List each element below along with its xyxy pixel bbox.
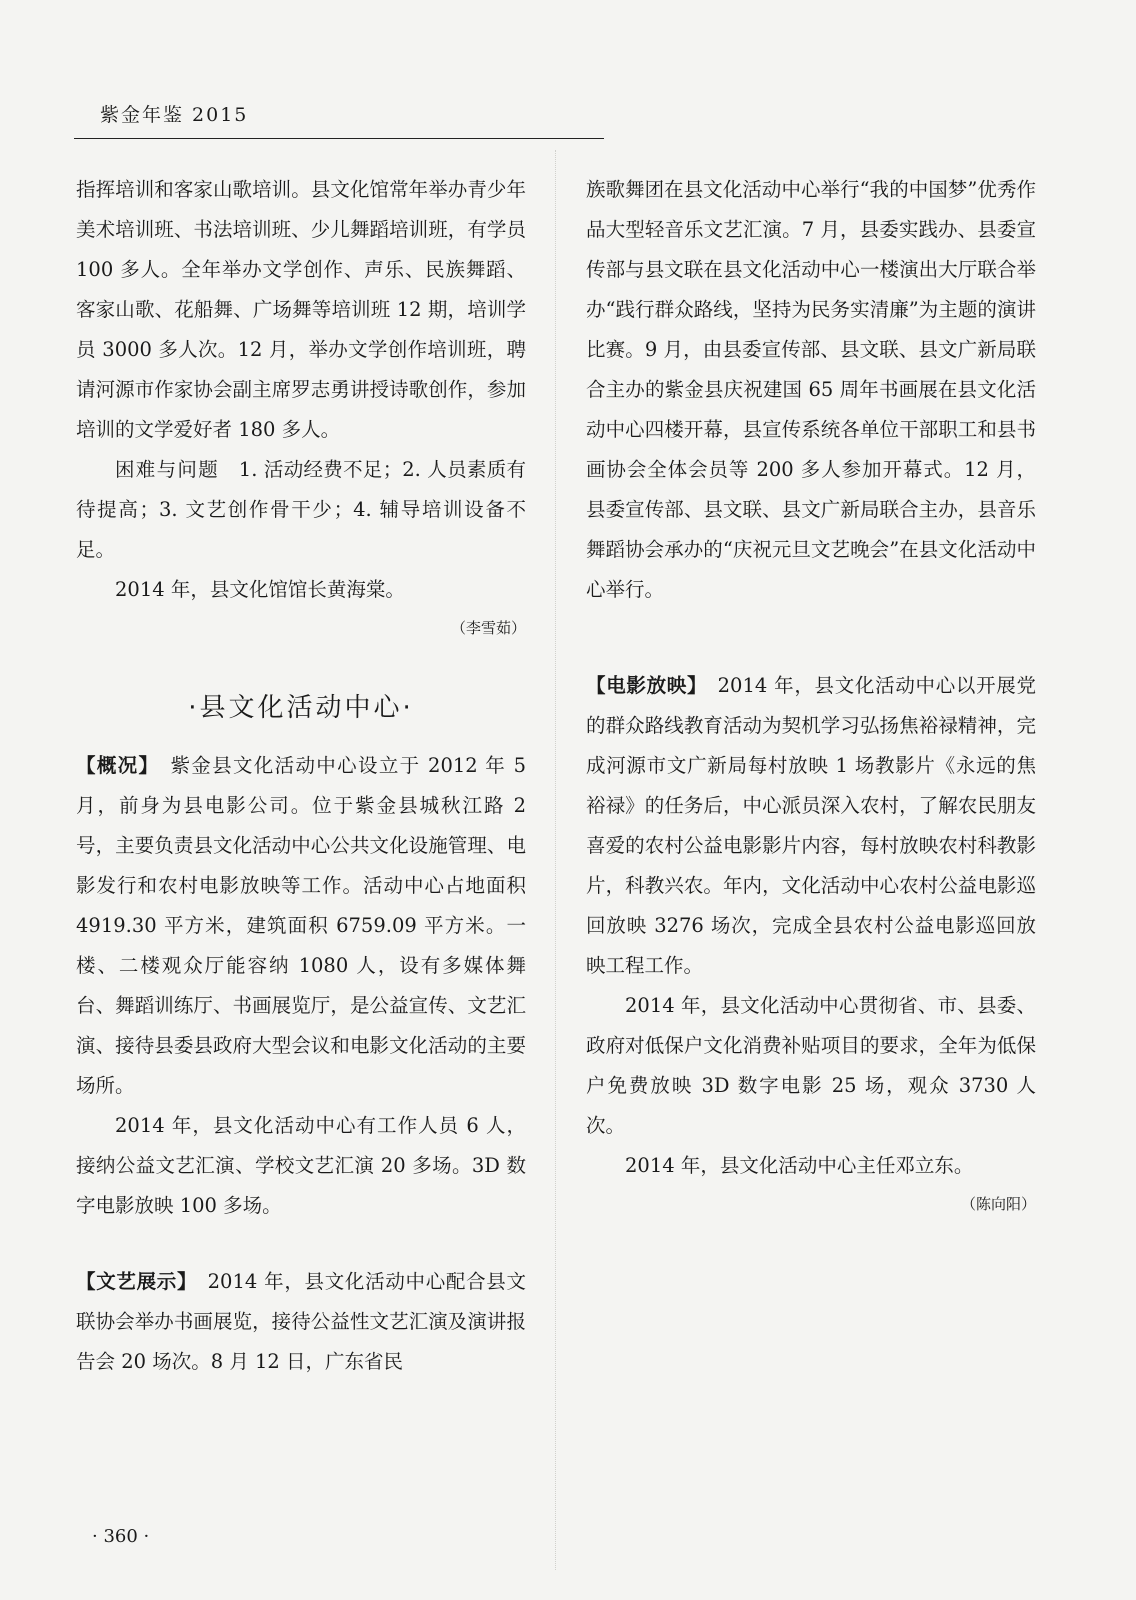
- page-number: · 360 ·: [92, 1526, 150, 1547]
- author-credit: （李雪茹）: [450, 619, 526, 637]
- arts-tag: 【文艺展示】: [76, 1270, 188, 1293]
- right-column: [586, 170, 1036, 1220]
- difficulty-paragraph: [76, 450, 526, 570]
- subsidy-paragraph: 2014 年，县文化活动中心贯彻省、市、县委、政府对低保户文化消费补贴项目的要求，全年为低保户免费放映 3D 数字电影 25 场，观众 3730 人次。: [586, 994, 1036, 1137]
- overview-text: 紫金县文化活动中心设立于 2012 年 5 月，前身为县电影公司。位于紫金县城秋江路 2 号，主要负责县文化活动中心公共文化设施管理、电影发行和农村电影放映等工作。活动中心占地面积 4919.30 平方米，建筑面积 6759.09 平方米。一楼、二楼观众厅能容纳 1080 人，设有多媒体舞台、舞蹈训练厅、书画展览厅，是公益宣传、文艺汇演、接待县委县政府大型会议和电影文化活动的主要场所。: [76, 754, 526, 1097]
- center-director: 2014 年，县文化活动中心主任邓立东。: [625, 1154, 974, 1177]
- staff-paragraph: 2014 年，县文化活动中心有工作人员 6 人，接纳公益文艺汇演、学校文艺汇演 20 多场。3D 数字电影放映 100 多场。: [76, 1114, 526, 1217]
- arts-text: 2014 年，县文化活动中心配合县文联协会举办书画展览，接待公益性文艺汇演及演讲报告会 20 场次。8 月 12 日，广东省民: [76, 1270, 526, 1373]
- overview-paragraph: [76, 746, 526, 1106]
- arts-continued-paragraph: 族歌舞团在县文化活动中心举行“我的中国梦”优秀作品大型轻音乐文艺汇演。7 月，县委实践办、县委宣传部与县文联在县文化活动中心一楼演出大厅联合举办“践行群众路线，坚持为民务实清廉”为主题的演讲比赛。9 月，由县委宣传部、县文联、县文广新局联合主办的紫金县庆祝建国 65 周年书画展在县文化活动中心四楼开幕，县宣传系统各单位干部职工和县书画协会全体会员等 200 多人参加开幕式。12 月，县委宣传部、县文联、县文广新局联合主办，县音乐舞蹈协会承办的“庆祝元旦文艺晚会”在县文化活动中心举行。: [586, 178, 1036, 601]
- overview-tag: 【概况】: [76, 754, 150, 777]
- spacer: [586, 610, 1036, 666]
- spacer: [76, 1226, 526, 1262]
- training-paragraph: 指挥培训和客家山歌培训。县文化馆常年举办青少年美术培训班、书法培训班、少儿舞蹈培训班，有学员 100 多人。全年举办文学创作、声乐、民族舞蹈、客家山歌、花船舞、广场舞等培训班 12 期，培训学员 3000 多人次。12 月，举办文学创作培训班，聘请河源市作家协会副主席罗志勇讲授诗歌创作，参加培训的文学爱好者 180 多人。: [76, 178, 526, 441]
- difficulty-label: 困难与问题: [115, 458, 219, 481]
- film-tag: 【电影放映】: [586, 674, 698, 697]
- difficulty-text: 1. 活动经费不足；2. 人员素质有待提高；3. 文艺创作骨干少；4. 辅导培训设备不足。: [76, 458, 526, 561]
- running-header: 紫金年鉴 2015: [100, 104, 249, 126]
- arts-paragraph: [76, 1262, 526, 1382]
- film-text: 2014 年，县文化活动中心以开展党的群众路线教育活动为契机学习弘扬焦裕禄精神，完成河源市文广新局每村放映 1 场教影片《永远的焦裕禄》的任务后，中心派员深入农村，了解农民朋友喜爱的农村公益电影影片内容，每村放映农村科教影片，科教兴农。年内，文化活动中心农村公益电影巡回放映 3276 场次，完成全县农村公益电影巡回放映工程工作。: [586, 674, 1036, 977]
- left-column: [76, 170, 526, 1382]
- column-divider: [555, 150, 556, 1570]
- film-paragraph: [586, 666, 1036, 986]
- museum-director: 2014 年，县文化馆馆长黄海棠。: [115, 578, 405, 601]
- section-title: ·县文化活动中心·: [188, 693, 414, 723]
- author-credit: （陈向阳）: [960, 1195, 1036, 1213]
- header-rule: [74, 138, 604, 139]
